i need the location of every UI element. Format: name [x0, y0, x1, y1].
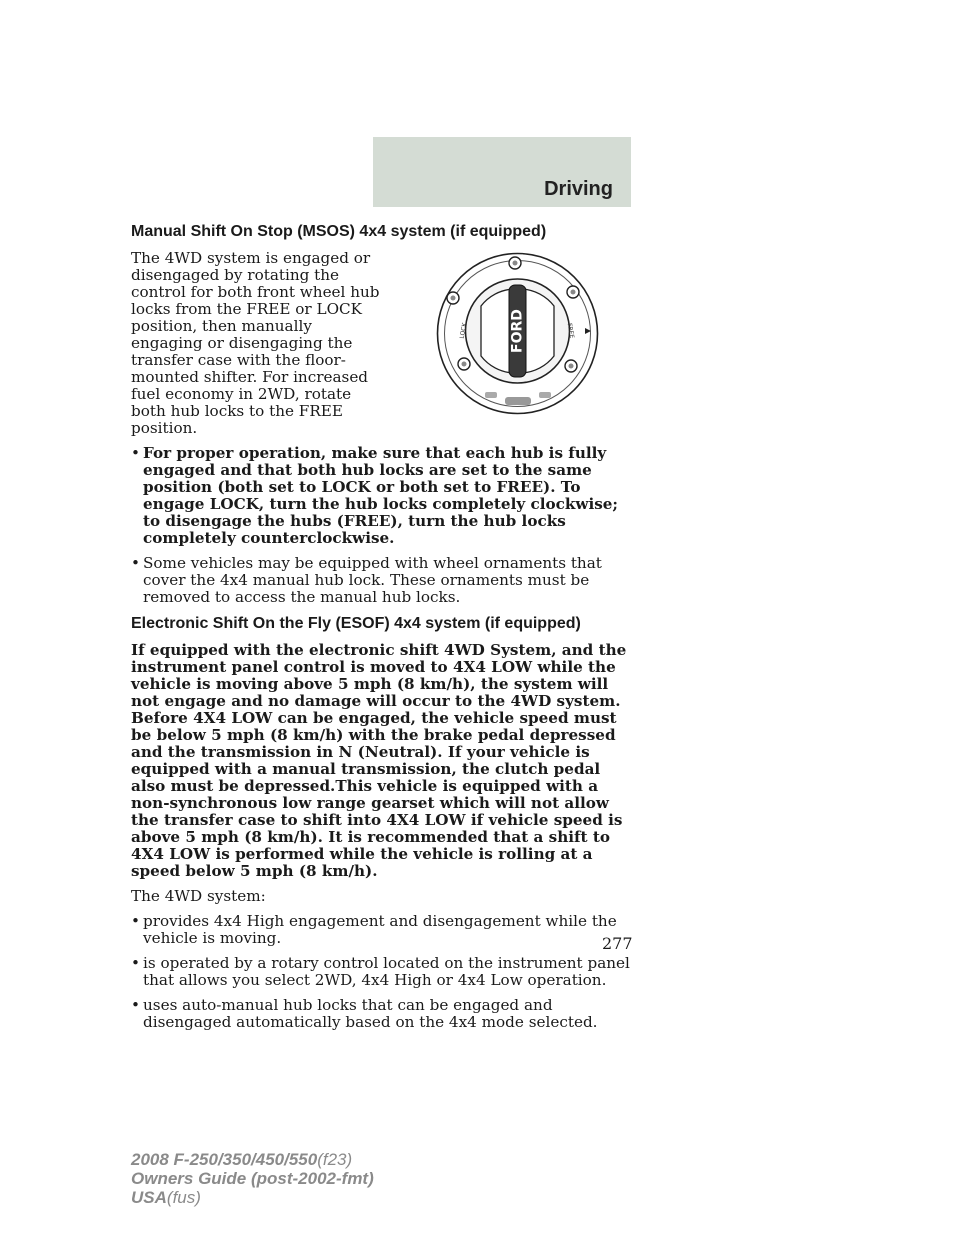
document-footer: [131, 1150, 374, 1207]
bullet-text: Some vehicles may be equipped with wheel ornaments that cover the 4x4 manual hub lock. These ornaments must be removed to access the manual hub locks.: [143, 554, 602, 606]
bullet-glyph: •: [131, 912, 140, 930]
bullet-glyph: •: [131, 996, 140, 1014]
footer-line-2: [131, 1169, 374, 1188]
bullet-glyph: •: [131, 954, 140, 972]
esof-warning: If equipped with the electronic shift 4WD System, and the instrument panel control is moved to 4X4 LOW while the vehicle is moving above 5 mph (8 km/h), the system will not engage and no damage will occur to the 4WD system. Before 4X4 LOW can be engaged, the vehicle speed must be below 5 mph (8 km/h) with the brake pedal depressed and the transmission in N (Neutral). If your vehicle is equipped with a manual transmission, the clutch pedal also must be depressed.This vehicle is equipped with a non-synchronous low range gearset which will not allow the transfer case to shift into 4X4 LOW if vehicle speed is above 5 mph (8 km/h). It is recommended that a shift to 4X4 LOW is performed while the vehicle is rolling at a speed below 5 mph (8 km/h).: [131, 641, 627, 880]
list-item: [131, 955, 636, 989]
bullet-glyph: •: [131, 554, 140, 572]
footer-market-code: (fus): [166, 1188, 201, 1207]
page-number: 277: [602, 934, 633, 953]
list-item: [131, 445, 636, 547]
footer-line-3: [131, 1188, 374, 1207]
msos-bullets: [131, 445, 636, 606]
bullet-text: provides 4x4 High engagement and disengagement while the vehicle is moving.: [143, 912, 617, 947]
footer-guide: Owners Guide (post-2002-fmt): [131, 1169, 374, 1188]
footer-market: USA: [131, 1188, 167, 1207]
ford-logo-text: FORD: [509, 309, 526, 353]
list-item: [131, 997, 636, 1031]
esof-bullets: [131, 913, 636, 1031]
list-item: [131, 555, 636, 606]
list-item: [131, 913, 636, 947]
bullet-glyph: •: [131, 444, 140, 462]
bullet-text: uses auto-manual hub locks that can be engaged and disengaged automatically based on the 4x4 mode selected.: [143, 996, 598, 1031]
section-header-band: [373, 137, 631, 207]
bullet-text: For proper operation, make sure that each hub is fully engaged and that both hub locks are set to the same position (both set to LOCK or both set to FREE). To engage LOCK, turn the hub locks completely clockwise; to disengage the hubs (FREE), turn the hub locks completely counterclockwise.: [143, 444, 619, 547]
esof-system-intro: The 4WD system:: [131, 887, 266, 905]
esof-heading: Electronic Shift On the Fly (ESOF) 4x4 system (if equipped): [131, 615, 581, 632]
page-content: [131, 222, 636, 1039]
footer-model: 2008 F-250/350/450/550: [131, 1150, 318, 1169]
section-title: Driving: [544, 178, 613, 200]
msos-heading: Manual Shift On Stop (MSOS) 4x4 system (if equipped): [131, 223, 547, 240]
footer-model-code: (f23): [317, 1150, 353, 1169]
lock-label: LOCK: [458, 322, 469, 340]
bullet-text: is operated by a rotary control located on the instrument panel that allows you select 2WD, 4x4 High or 4x4 Low operation.: [143, 954, 630, 989]
msos-intro: The 4WD system is engaged or disengaged by rotating the control for both front wheel hub locks from the FREE or LOCK position, then manually engaging or disengaging the transfer case with the floor-mounted shifter. For increased fuel economy in 2WD, rotate both hub locks to the FREE position.: [131, 249, 380, 437]
footer-line-1: [131, 1150, 374, 1169]
free-label: FREE: [565, 322, 576, 339]
